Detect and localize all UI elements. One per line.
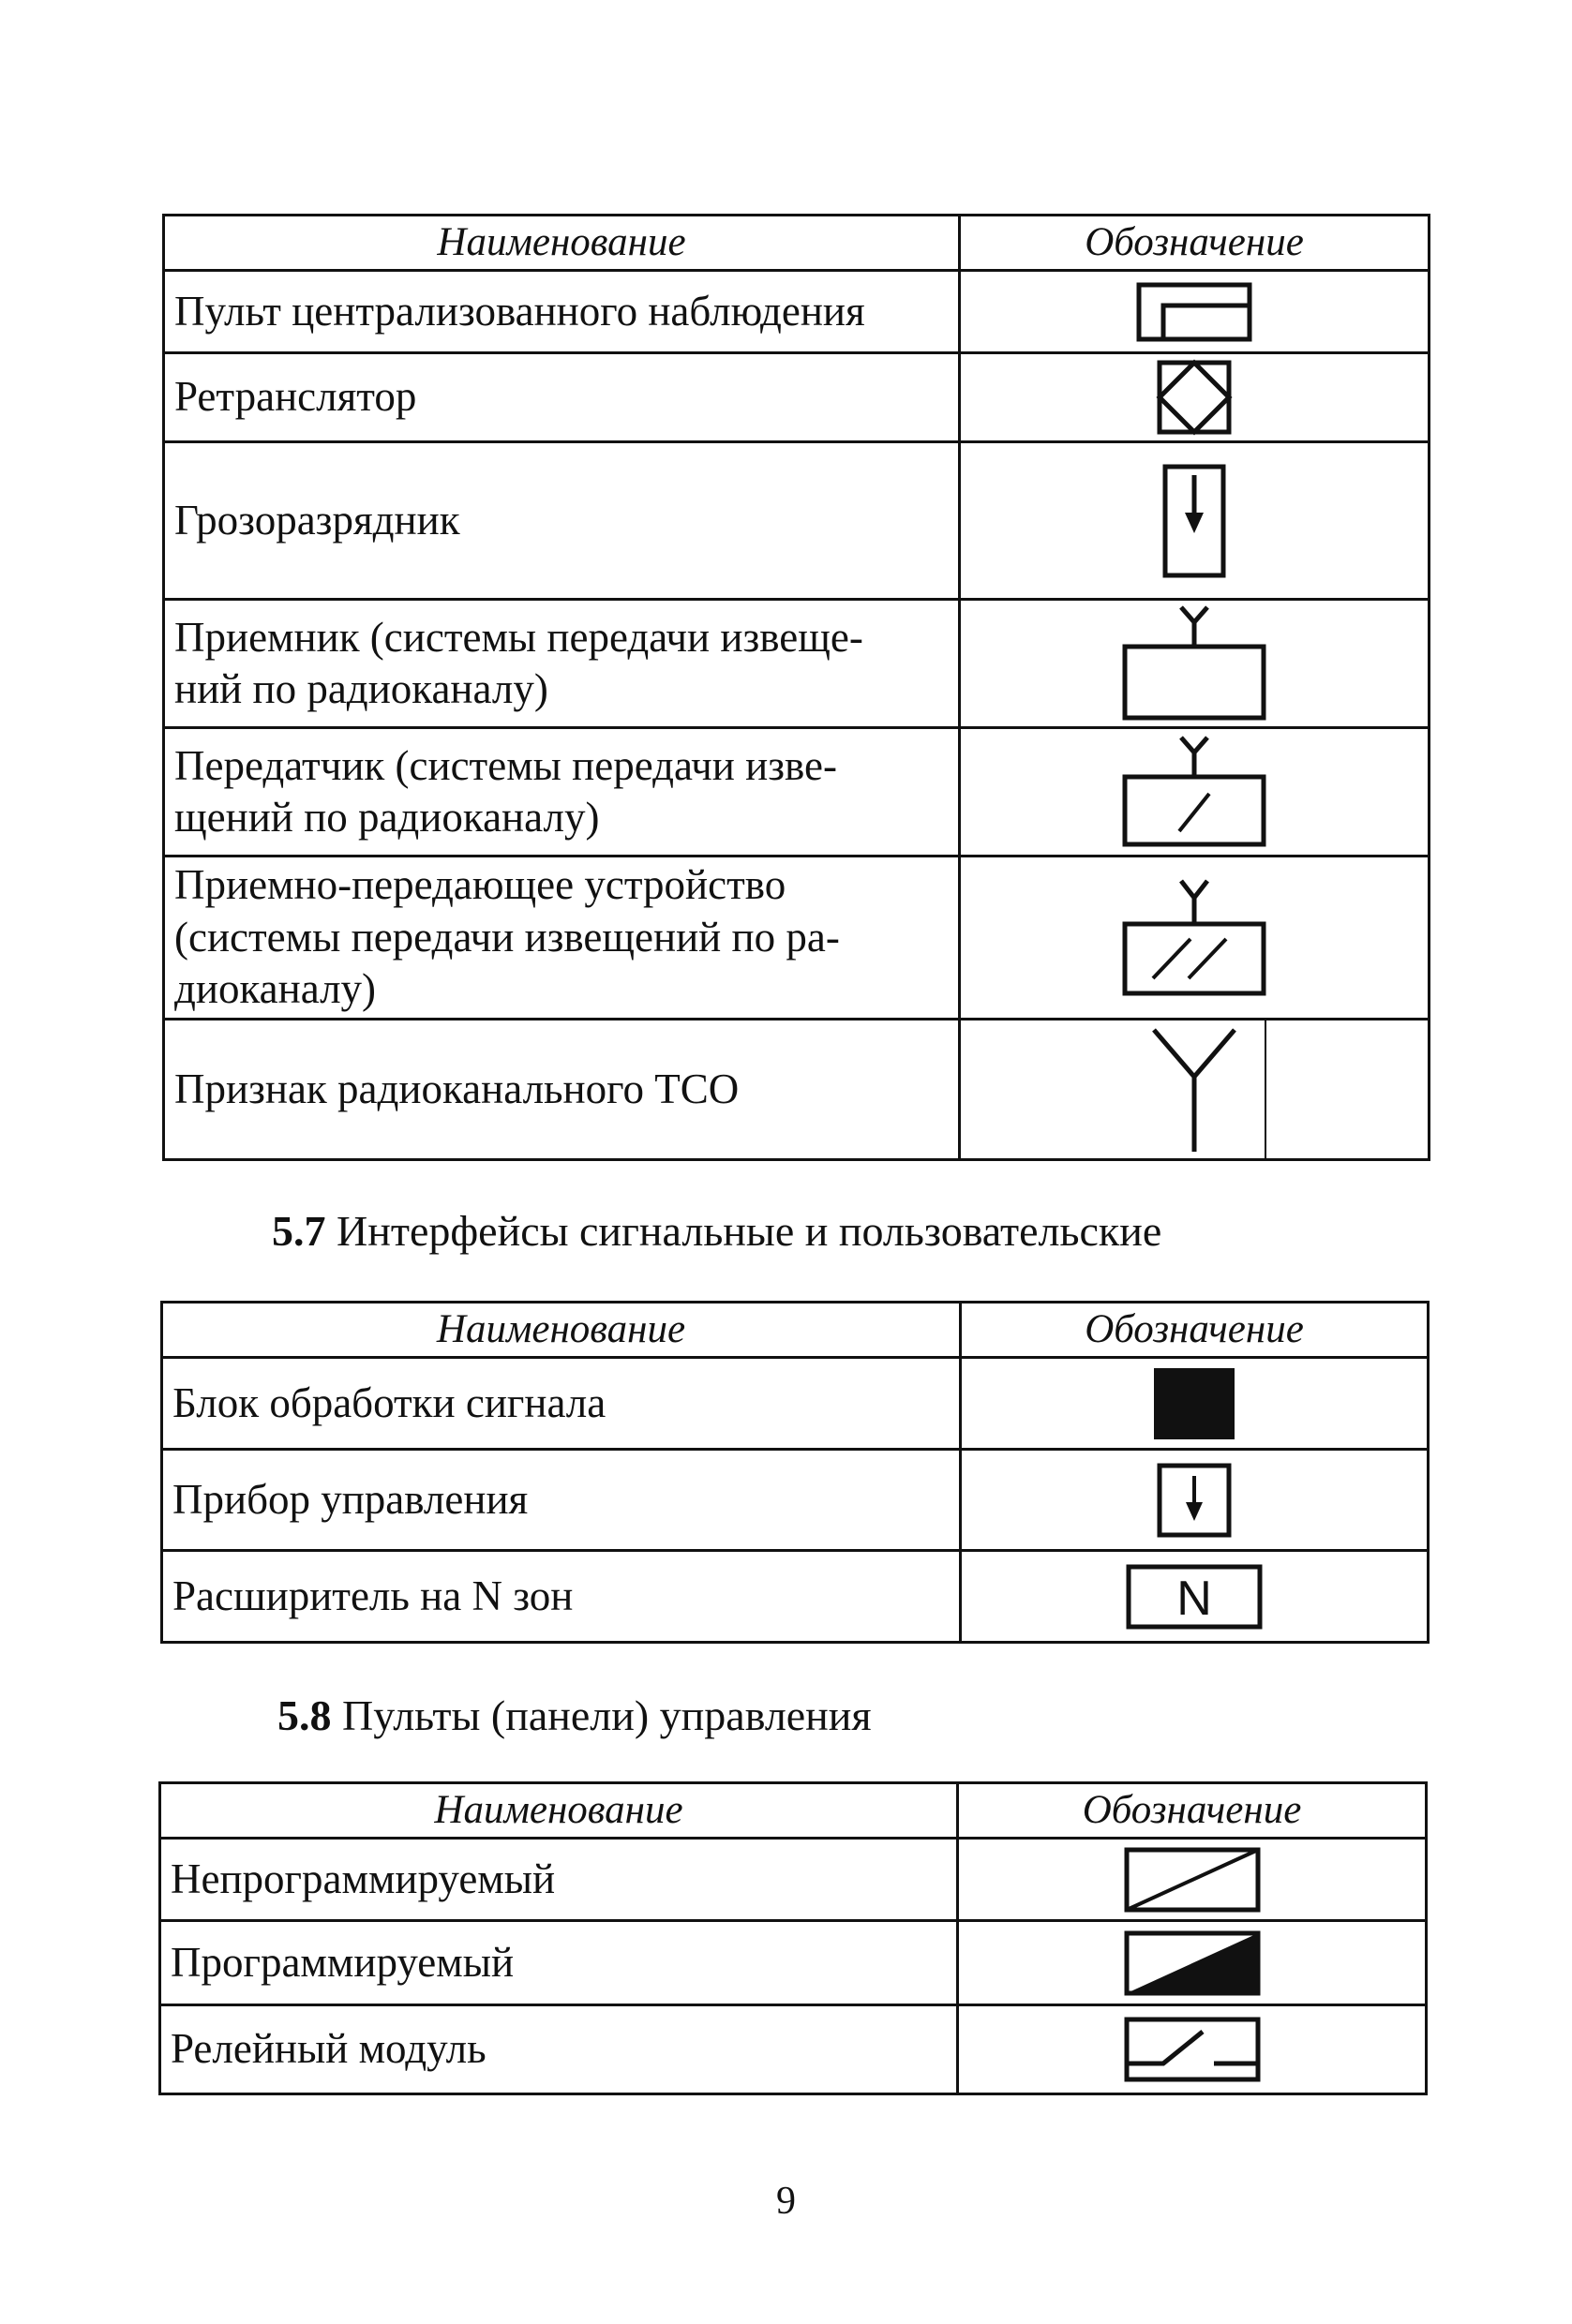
column-header-symbol: Обозначение <box>960 216 1430 271</box>
programmable-panel-icon <box>1122 1929 1263 1998</box>
transceiver-icon <box>1119 877 1269 999</box>
table-header-row <box>160 1783 1427 1839</box>
row-name: Признак радиоканального ТСО <box>164 1020 960 1160</box>
table-header-row <box>162 1303 1429 1358</box>
radio-channel-sign-icon <box>1143 1024 1246 1155</box>
row-name: Приемник (системы передачи извеще- ний по радиоканалу) <box>164 600 960 728</box>
symbol-cell <box>960 1020 1430 1160</box>
row-name: Блок обработки сигнала <box>162 1358 961 1450</box>
symbols-table-interfaces <box>160 1301 1430 1644</box>
transmitter-icon <box>1119 734 1269 850</box>
row-name: Ретранслятор <box>164 353 960 442</box>
row-name: Расширитель на N зон <box>162 1551 961 1643</box>
relay-module-icon <box>1122 2015 1263 2084</box>
row-name: Передатчик (системы передачи изве- щений по радиоканалу) <box>164 728 960 857</box>
column-header-symbol: Обозначение <box>961 1303 1429 1358</box>
section-heading-5-8 <box>277 1691 872 1740</box>
symbol-cell <box>960 600 1430 728</box>
row-name: Пульт централизованного наблюдения <box>164 271 960 353</box>
table-row <box>164 857 1430 1020</box>
cell-divider-line <box>1265 1020 1266 1158</box>
console-monitoring-icon <box>1133 279 1255 345</box>
control-device-icon <box>1155 1461 1234 1540</box>
table-row <box>164 442 1430 600</box>
table-row <box>164 600 1430 728</box>
row-name: Грозоразрядник <box>164 442 960 600</box>
row-name: Непрограммируемый <box>160 1839 958 1921</box>
non-programmable-panel-icon <box>1122 1845 1263 1914</box>
symbol-cell <box>960 728 1430 857</box>
symbol-cell <box>960 353 1430 442</box>
table-row <box>162 1358 1429 1450</box>
table-row <box>164 271 1430 353</box>
symbol-cell <box>958 2005 1427 2094</box>
symbol-cell <box>960 442 1430 600</box>
row-name: Приемно-передающее устройство (системы передачи извещений по ра- диоканалу) <box>164 857 960 1020</box>
section-number: 5.7 <box>272 1207 326 1255</box>
zone-count-letter: N <box>1176 1571 1212 1626</box>
symbol-cell <box>961 1551 1429 1643</box>
receiver-icon <box>1119 603 1269 723</box>
section-number: 5.8 <box>277 1691 332 1739</box>
table-row <box>160 2005 1427 2094</box>
repeater-icon <box>1155 358 1234 437</box>
row-name: Релейный модуль <box>160 2005 958 2094</box>
section-title: Интерфейсы сигнальные и пользовательские <box>337 1207 1162 1255</box>
page-number: 9 <box>776 2180 796 2223</box>
row-name: Программируемый <box>160 1921 958 2005</box>
section-heading-5-7 <box>272 1206 1161 1256</box>
zone-expander-icon <box>1124 1562 1265 1631</box>
symbol-cell <box>958 1921 1427 2005</box>
signal-processing-unit-icon <box>1152 1366 1236 1441</box>
column-header-name: Наименование <box>162 1303 961 1358</box>
table-row <box>162 1450 1429 1551</box>
symbol-cell <box>960 857 1430 1020</box>
table-row <box>164 353 1430 442</box>
table-header-row <box>164 216 1430 271</box>
column-header-name: Наименование <box>160 1783 958 1839</box>
symbols-table-radio <box>162 214 1430 1161</box>
section-title: Пульты (панели) управления <box>342 1691 872 1739</box>
symbol-cell <box>958 1839 1427 1921</box>
table-row <box>160 1839 1427 1921</box>
symbol-cell <box>960 271 1430 353</box>
table-row <box>162 1551 1429 1643</box>
table-row <box>164 1020 1430 1160</box>
column-header-name: Наименование <box>164 216 960 271</box>
table-row <box>164 728 1430 857</box>
lightning-arrester-icon <box>1160 462 1228 580</box>
symbol-cell <box>961 1358 1429 1450</box>
row-name: Прибор управления <box>162 1450 961 1551</box>
symbols-table-panels <box>158 1781 1428 2095</box>
table-row <box>160 1921 1427 2005</box>
symbol-cell <box>961 1450 1429 1551</box>
column-header-symbol: Обозначение <box>958 1783 1427 1839</box>
